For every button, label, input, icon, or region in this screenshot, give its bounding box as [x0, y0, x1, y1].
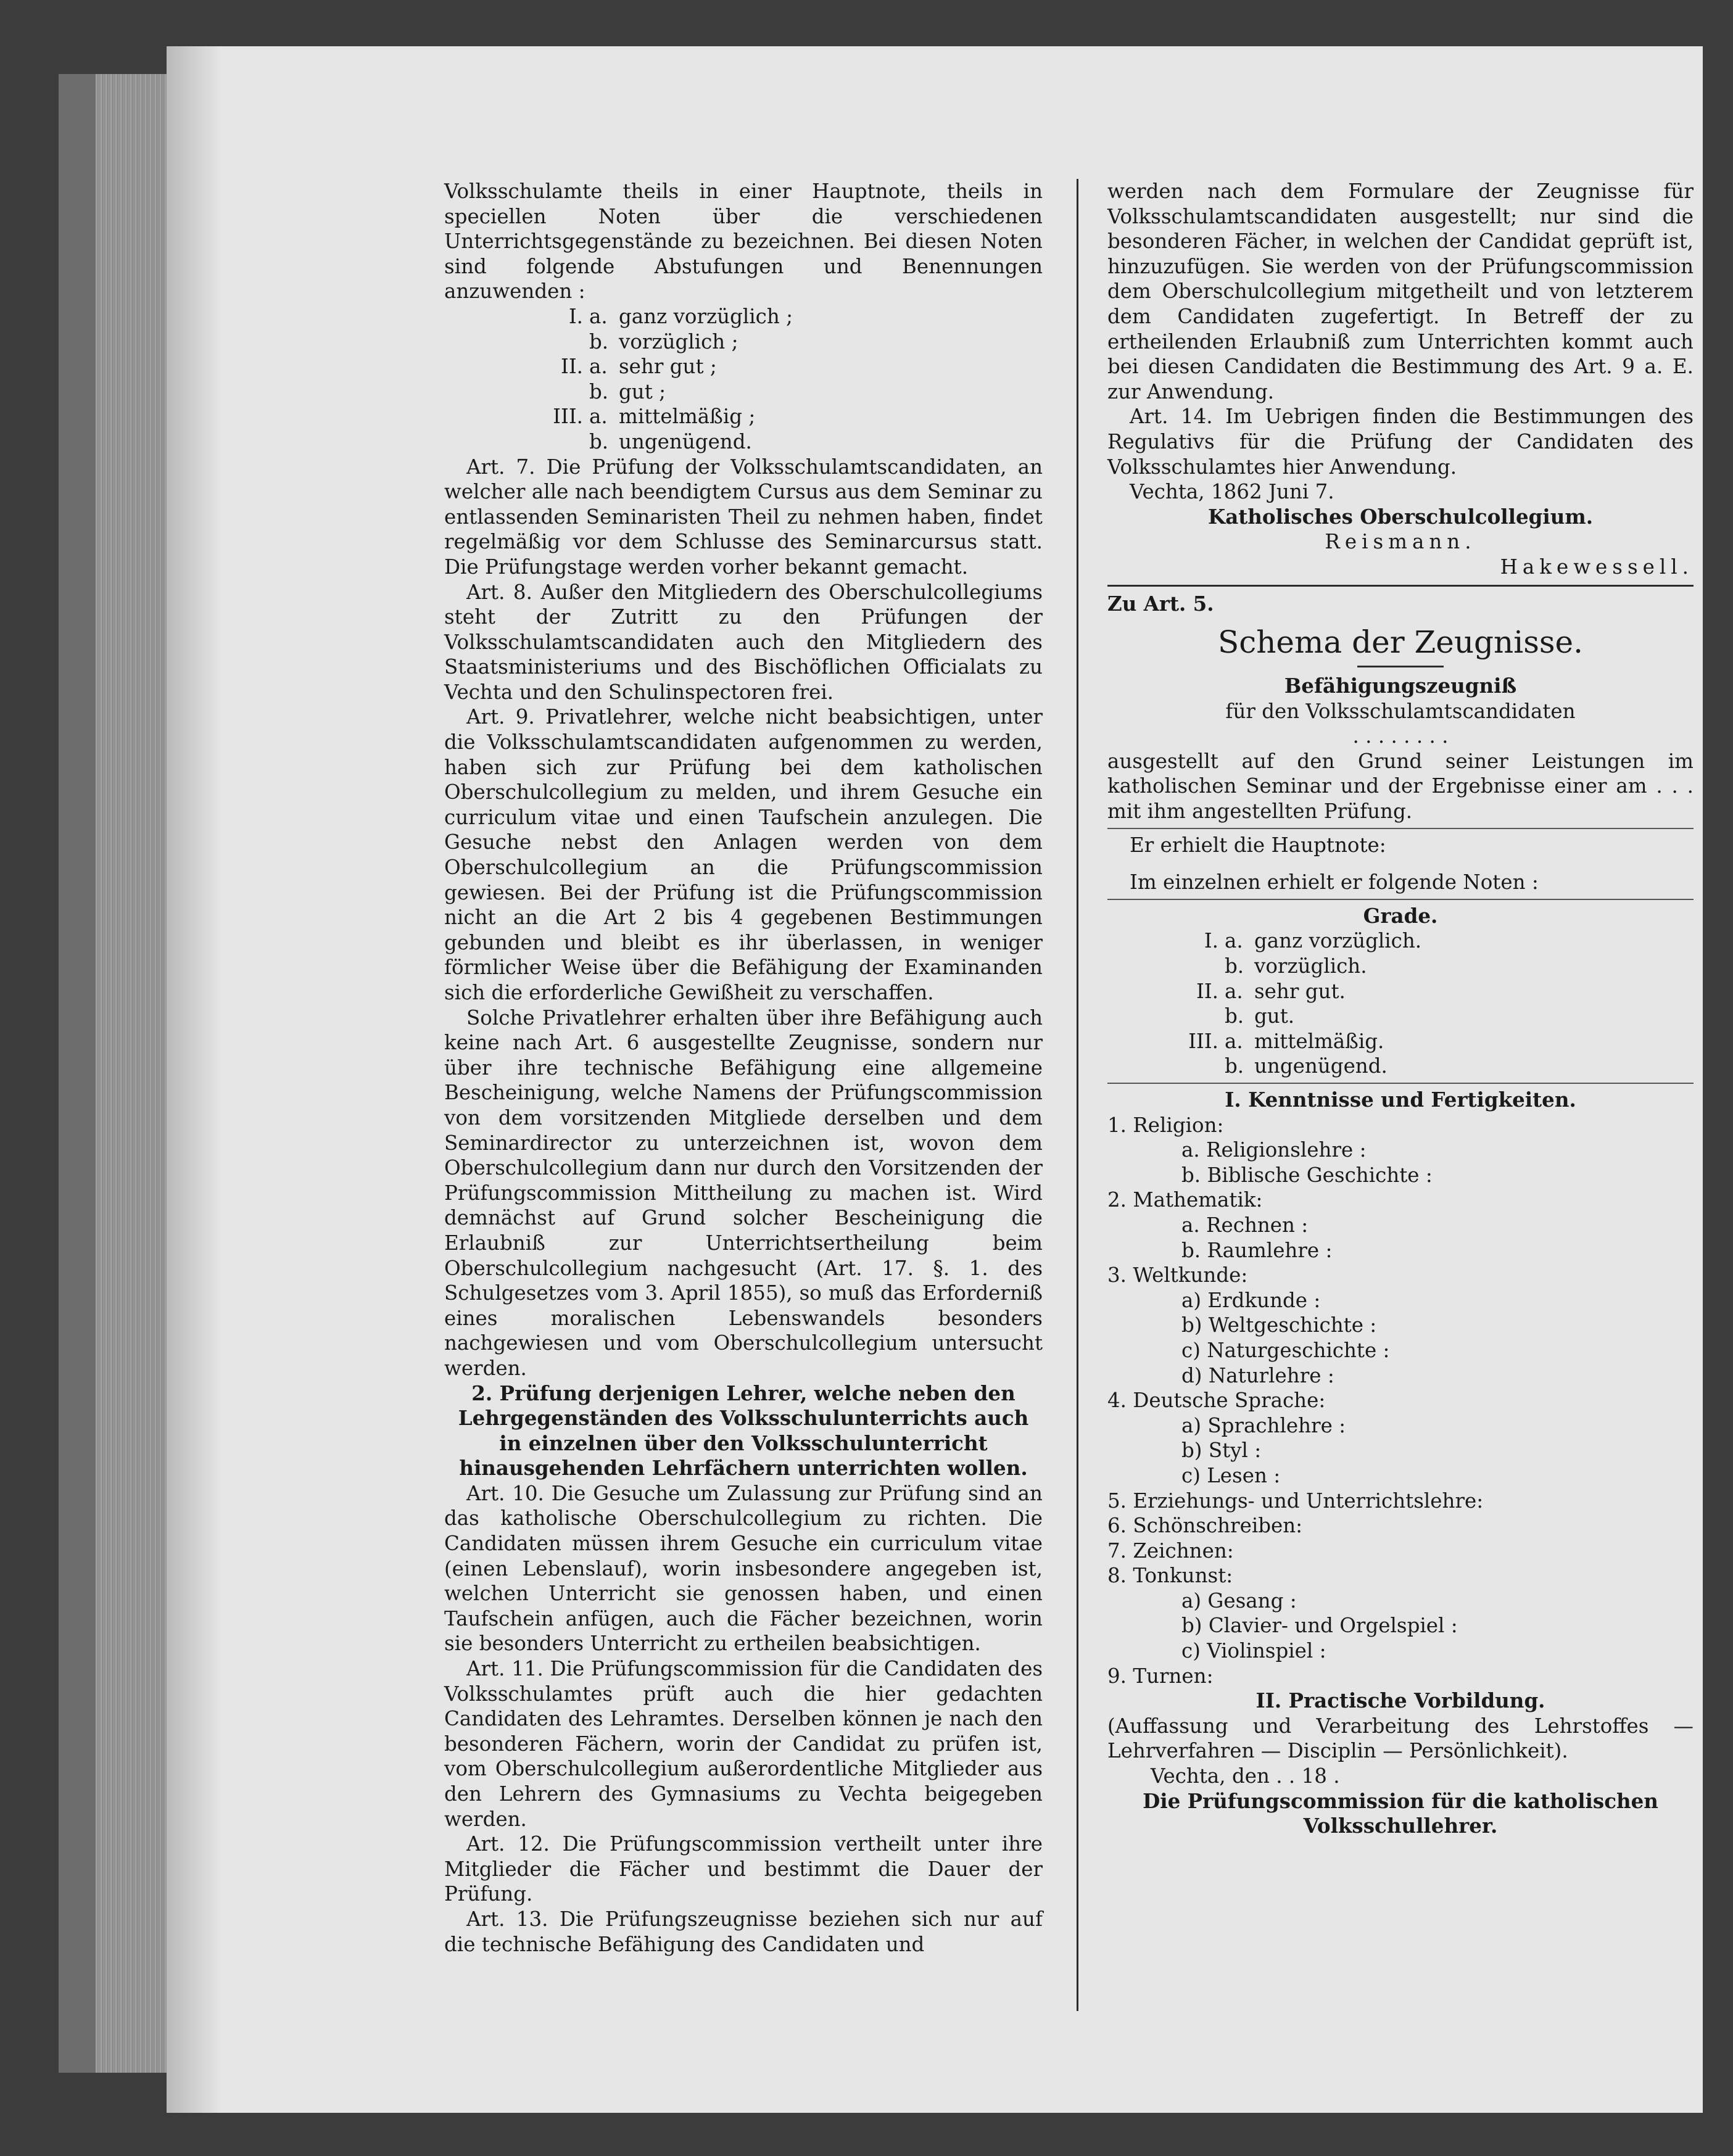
grade-row: b. vorzüglich. [1225, 954, 1367, 978]
grade-list-right [1107, 928, 1694, 1079]
grade-row: III. a. mittelmäßig. [1188, 1029, 1384, 1053]
subject-calligraphy: 6. Schönschreiben: [1107, 1514, 1303, 1538]
subjects-rule [1107, 1083, 1694, 1084]
paragraph-intro: Volksschulamte theils in einer Hauptnote, theils in speciellen Noten über die verschiedenen Unterrichtsgegenstände zu bezeichnen. Bei diesen Noten sind folgende Abstufungen und Benennungen anzuwenden : [444, 180, 1043, 304]
subject-list [1107, 1113, 1694, 1689]
main-grade-line: Er erhielt die Hauptnote: [1130, 833, 1386, 857]
grade-list-left [444, 304, 1043, 455]
subject-item: a) Sprachlehre : [1181, 1413, 1346, 1437]
grades-rule [1107, 899, 1694, 900]
grade-row: b. ungenügend. [1225, 1054, 1388, 1078]
subject-mathematics: 2. Mathematik: [1107, 1188, 1263, 1212]
subject-gymnastics: 9. Turnen: [1107, 1664, 1214, 1688]
authority-name: Katholisches Oberschulcollegium. [1207, 504, 1594, 529]
grade-row: I. a. ganz vorzüglich ; [568, 304, 793, 328]
subject-pedagogy: 5. Erziehungs- und Unterrichtslehre: [1107, 1489, 1484, 1513]
subject-item: b. Raumlehre : [1181, 1238, 1333, 1262]
subject-item: a) Gesang : [1181, 1588, 1297, 1613]
grade-row: b. ungenügend. [589, 429, 752, 453]
subject-item: d) Naturlehre : [1181, 1363, 1334, 1387]
certificate-title: Befähigungszeugniß [1284, 674, 1517, 698]
grades-heading: Grade. [1363, 903, 1438, 928]
dateline: Vechta, 1862 Juni 7. [1130, 480, 1334, 504]
book-spine [59, 74, 96, 2073]
grade-row: I. a. ganz vorzüglich. [1204, 929, 1422, 953]
page-gutter-shadow [167, 46, 222, 2113]
subject-item: a. Rechnen : [1181, 1213, 1309, 1237]
paragraph-art-7: Art. 7. Die Prüfung der Volksschulamtscandidaten, an welcher alle nach beendigtem Cursus aus dem Seminar zu entlassenden Seminaristen Theil zu nehmen haben, findet regelmäßig vor dem Schlusse des Seminarcursus statt. Die Prüfungstage werden vorher bekannt gemacht. [444, 455, 1043, 579]
paragraph-art-11: Art. 11. Die Prüfungscommission für die Candidaten des Volksschulamtes prüft auch die hier gedachten Candidaten des Lehramtes. Derselben können je nach den besonderen Fächern, worin der Candidat zu prüfen ist, vom Oberschulcollegium außerordentliche Mitglieder aus den Lehrern des Gymnasiums zu Vechta beigegeben werden. [444, 1657, 1043, 1831]
grade-row: b. vorzüglich ; [589, 329, 738, 353]
section-2-heading: 2. Prüfung derjenigen Lehrer, welche neben den Lehrgegenständen des Volksschulunterrichts auch in einzelnen über den Volksschulunterricht hinausgehenden Lehrfächern unterrichten wollen. [458, 1381, 1029, 1481]
subject-religion: 1. Religion: [1107, 1113, 1224, 1137]
subject-item: c) Lesen : [1181, 1463, 1281, 1487]
paragraph-art-13: Art. 13. Die Prüfungszeugnisse beziehen sich nur auf die technische Befähigung des Candidaten und [444, 1907, 1043, 1956]
right-column [1107, 179, 1694, 1839]
schema-title: Schema der Zeugnisse. [1217, 624, 1584, 661]
detail-grade-line: Im einzelnen erhielt er folgende Noten : [1130, 870, 1539, 894]
grade-row: II. a. sehr gut ; [560, 355, 717, 379]
signer-reismann: Reismann. [1325, 530, 1476, 554]
certificate-dots: . . . . . . . . [1352, 724, 1449, 748]
section-2-right-heading: II. Practische Vorbildung. [1255, 1688, 1545, 1713]
certificate-body: ausgestellt auf den Grund seiner Leistungen im katholischen Seminar und der Ergebnisse einer am . . . mit ihm angestellten Prüfung. [1107, 749, 1694, 824]
subject-german: 4. Deutsche Sprache: [1107, 1389, 1326, 1413]
subject-music: 8. Tonkunst: [1107, 1564, 1233, 1588]
subject-drawing: 7. Zeichnen: [1107, 1539, 1234, 1563]
certificate-for: für den Volksschulamtscandidaten [1225, 699, 1576, 723]
paragraph-art-10: Art. 10. Die Gesuche um Zulassung zur Prüfung sind an das katholische Oberschulcollegium zu richten. Die Candidaten müssen ihrem Gesuche ein curriculum vitae (einen Lebenslauf), worin insbesondere angegeben ist, welchen Unterricht sie genossen haben, und einen Taufschein anfügen, auch die Fächer bezeichnen, worin sie besonders Unterricht zu ertheilen beabsichtigen. [444, 1481, 1043, 1656]
subject-item: b) Weltgeschichte : [1181, 1313, 1377, 1337]
closing-signature: Die Prüfungscommission für die katholischen Volksschullehrer. [1143, 1788, 1658, 1838]
subject-item: a. Religionslehre : [1181, 1138, 1367, 1162]
subject-item: b) Clavier- und Orgelspiel : [1181, 1614, 1458, 1638]
subject-item: b) Styl : [1181, 1439, 1262, 1463]
subject-item: c) Violinspiel : [1181, 1639, 1326, 1663]
paragraph-private-teachers: Solche Privatlehrer erhalten über ihre Befähigung auch keine nach Art. 6 ausgestellte Zeugnisse, sondern nur über ihre technische Befähigung eine allgemeine Bescheinigung, welche Namens der Prüfungscommission von dem vorsitzenden Mitgliede derselben und dem Seminardirector zu unterzeichnen ist, wovon dem Oberschulcollegium dann nur durch den Vorsitzenden der Prüfungscommission Mittheilung zu machen ist. Wird demnächst auf Grund solcher Bescheinigung die Erlaubniß zur Unterrichtsertheilung beim Oberschulcollegium nachgesucht (Art. 17. §. 1. des Schulgesetzes vom 3. April 1855), so muß das Erforderniß eines moralischen Lebenswandels besonders nachgewiesen und vom Oberschulcollegium untersucht werden. [444, 1006, 1043, 1380]
paragraph-art-12: Art. 12. Die Prüfungscommission vertheilt unter ihre Mitglieder die Fächer und bestimmt die Dauer der Prüfung. [444, 1832, 1043, 1906]
paragraph-art-14: Art. 14. Im Uebrigen finden die Bestimmungen des Regulativs für die Prüfung der Candidaten des Volksschulamtes hier Anwendung. [1107, 405, 1694, 479]
grade-row: b. gut. [1225, 1004, 1295, 1028]
paragraph-art-8: Art. 8. Außer den Mitgliedern des Oberschulcollegiums steht der Zutritt zu den Prüfungen der Volksschulamtscandidaten auch den Mitgliedern des Staatsministeriums und des Bischöflichen Officialats zu Vechta und den Schulinspectoren frei. [444, 580, 1043, 704]
subject-item: c) Naturgeschichte : [1181, 1338, 1390, 1362]
paragraph-art-9: Art. 9. Privatlehrer, welche nicht beabsichtigen, unter die Volksschulamtscandidaten aufgenommen zu werden, haben sich zur Prüfung bei dem katholischen Oberschulcollegium zu melden, und ihrem Gesuche ein curriculum vitae und einen Taufschein anzulegen. Die Gesuche nebst den Anlagen werden von dem Oberschulcollegium an die Prüfungscommission gewiesen. Bei der Prüfung ist die Prüfungscommission nicht an die Art 2 bis 4 gegebenen Bestimmungen gebunden und bleibt es ihr überlassen, in weniger förmlicher Weise über die Befähigung der Examinanden sich die erforderliche Gewißheit zu verschaffen. [444, 705, 1043, 1004]
closing-date: Vechta, den . . 18 . [1151, 1764, 1340, 1788]
column-divider [1077, 179, 1078, 2011]
subject-world-knowledge: 3. Weltkunde: [1107, 1263, 1248, 1287]
title-rule [1357, 666, 1444, 667]
signer-hakewessell: Hakewessell. [1500, 555, 1694, 579]
section-rule [1107, 585, 1694, 587]
section-1-heading: I. Kenntnisse und Fertigkeiten. [1225, 1088, 1576, 1112]
subject-item: b. Biblische Geschichte : [1181, 1163, 1433, 1187]
subject-item: a) Erdkunde : [1181, 1288, 1321, 1312]
grade-row: b. gut ; [589, 379, 666, 403]
grade-row: II. a. sehr gut. [1196, 979, 1346, 1003]
grade-row: III. a. mittelmäßig ; [553, 405, 756, 429]
left-column [444, 179, 1043, 1957]
certificate-rule [1107, 828, 1694, 829]
practical-text: (Auffassung und Verarbeitung des Lehrstoffes — Lehrverfahren — Disciplin — Persönlichkeit). [1107, 1714, 1694, 1763]
zu-art-label: Zu Art. 5. [1107, 591, 1214, 616]
paragraph-continuation: werden nach dem Formulare der Zeugnisse für Volksschulamtscandidaten ausgestellt; nur sind die besonderen Fächer, in welchen der Candidat geprüft ist, hinzuzufügen. Sie werden von der Prüfungscommission dem Oberschulcollegium mitgetheilt und von letzterem dem Candidaten zugefertigt. In Betreff der zu ertheilenden Erlaubniß zum Unterrichten kommt auch bei diesen Candidaten die Bestimmung des Art. 9 a. E. zur Anwendung. [1107, 180, 1694, 403]
